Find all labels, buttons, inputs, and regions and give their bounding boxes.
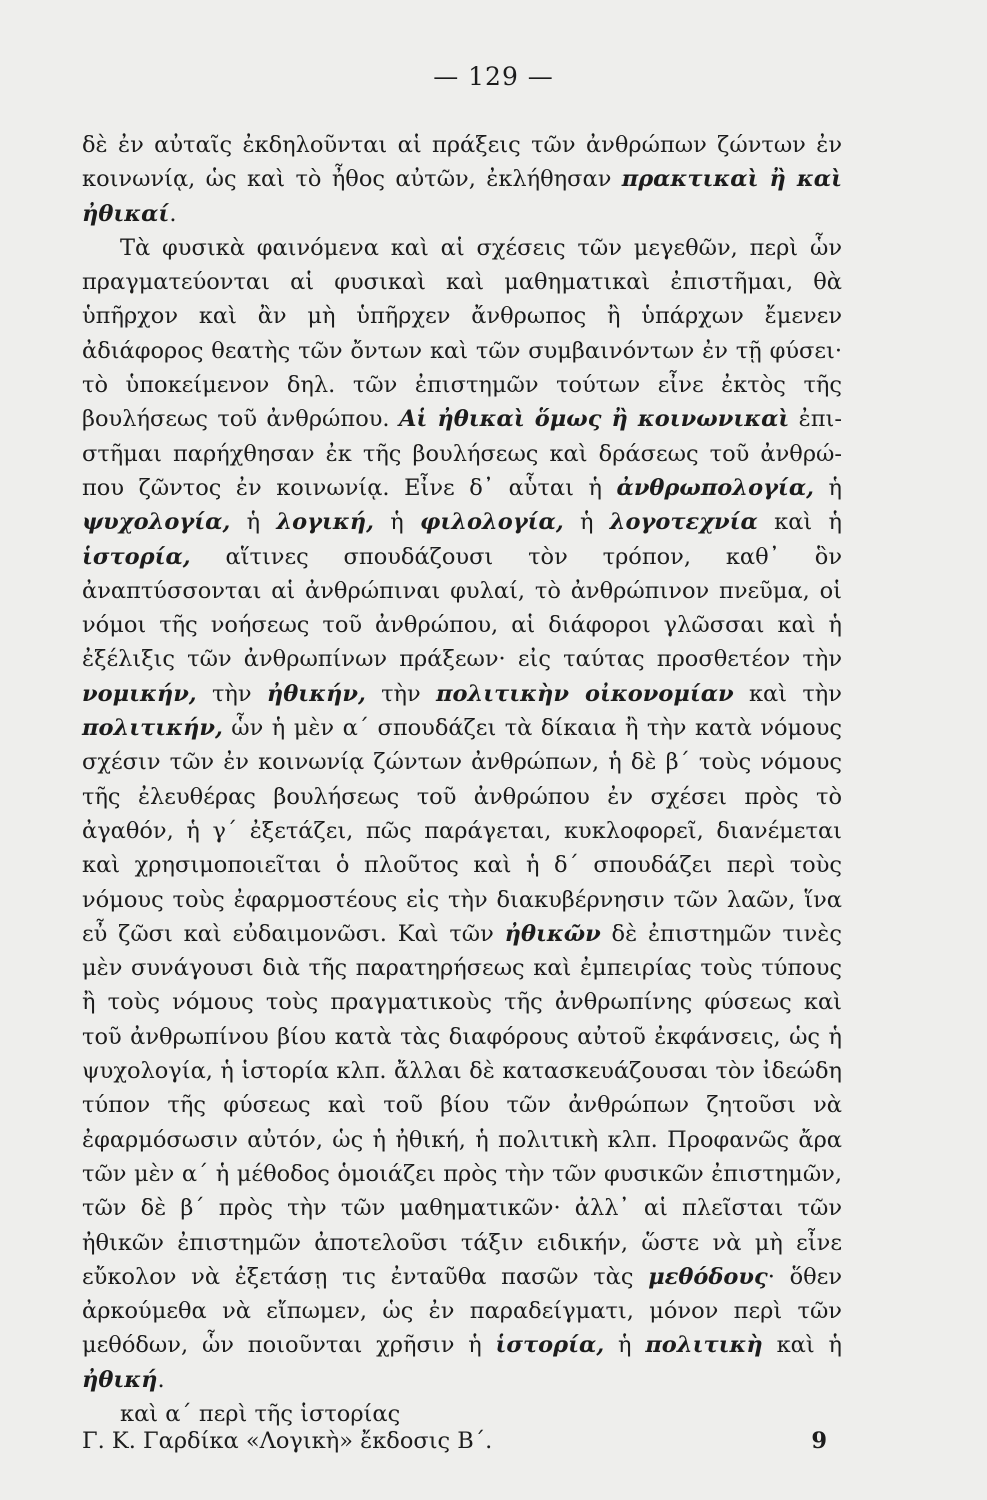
- text-run: καὶ ἡ: [757, 509, 842, 536]
- body-text: [82, 128, 842, 1431]
- emphasis: ἱστορία,: [495, 1332, 605, 1359]
- emphasis: λογοτεχνία: [609, 509, 758, 536]
- text-run: ἡ: [813, 474, 843, 501]
- paragraph-2: [82, 231, 842, 1397]
- printer-signature: Γ. Κ. Γαρδίκα «Λογικὴ» ἔκδοσις Β΄.: [82, 1428, 493, 1454]
- text-run: ἡ: [230, 509, 277, 536]
- emphasis: ἠθική: [82, 1366, 158, 1393]
- text-run: · ὅθεν ἀρκούμεθα νὰ εἴπωμεν, ὡς ἐν παραδείγματι, μόνον περὶ τῶν μεθόδων, ὧν ποιοῦνται χρῆσιν ἡ: [82, 1263, 842, 1359]
- emphasis: ψυχολογία,: [82, 509, 231, 536]
- text-run: τὴν: [196, 680, 267, 707]
- emphasis: μεθόδους: [648, 1263, 768, 1290]
- emphasis: πρακτικαὶ ἢ καὶ ἠθικαί: [82, 166, 842, 227]
- emphasis: Αἱ ἠθικαὶ ὅμως ἢ κοινωνικαὶ: [398, 406, 790, 433]
- text-run: ἡ: [604, 1332, 646, 1359]
- text-run: ὧν ἡ μὲν α΄ σπουδάζει τὰ δίκαια ἢ τὴν κατὰ νόμους σχέσιν τῶν ἐν κοινωνίᾳ ζώντων ἀνθρώπων, ἡ δὲ β΄ τοὺς νόμους τῆς ἐλευθέρας βουλήσεως τοῦ ἀνθρώπου ἐν σχέσει πρὸς τὸ ἀγαθόν, ἡ γ΄ ἐξετάζει, πῶς παράγεται, κυκλοφορεῖ, διανέμεται καὶ χρησιμοποιεῖται ὁ πλοῦτος καὶ ἡ δ΄ σπουδάζει περὶ τοὺς νόμους τοὺς ἐφαρμοστέους εἰς τὴν διακυβέρνησιν τῶν λαῶν, ἵνα εὖ ζῶσι καὶ εὐδαιμονῶσι. Καὶ τῶν: [82, 715, 842, 947]
- emphasis: ἱστορία,: [82, 543, 191, 570]
- page-number: — 129 —: [433, 62, 554, 91]
- text-run: ἐπιστῆμαι παρήχθησαν ἐκ τῆς βουλήσεως καὶ δράσεως τοῦ ἀνθρώπου ζῶντος ἐν κοινωνίᾳ. Εἶνε δ᾽ αὗται ἡ: [82, 406, 842, 501]
- emphasis: νομικήν,: [82, 680, 197, 707]
- text-run: δὲ ἐπιστημῶν τινὲς μὲν συνάγουσι διὰ τῆς παρατηρήσεως καὶ ἐμπειρίας τοὺς τύπους ἢ τοὺς νόμους τοὺς πραγματικοὺς τῆς ἀνθρωπίνης φύσεως καὶ τοῦ ἀνθρωπίνου βίου κατὰ τὰς διαφόρους αὐτοῦ ἐκφάνσεις, ὡς ἡ ψυχολογία, ἡ ἱστορία κλπ. ἄλλαι δὲ κατασκευάζουσαι τὸν ἰδεώδη τύπον τῆς φύσεως καὶ τοῦ βίου τῶν ἀνθρώπων ζητοῦσι νὰ ἐφαρμόσωσιν αὐτόν, ὡς ἡ ἠθική, ἡ πολιτικὴ κλπ. Προφανῶς ἄρα τῶν μὲν α΄ ἡ μέθοδος ὁμοιάζει πρὸς τὴν τῶν φυσικῶν ἐπιστημῶν, τῶν δὲ β΄ πρὸς τὴν τῶν μαθηματικῶν· ἀλλ᾽ αἱ πλεῖσται τῶν ἠθικῶν ἐπιστημῶν ἀποτελοῦσι τάξιν ειδικήν, ὥστε νὰ μὴ εἶνε εὔκολον νὰ ἐξετάσῃ τις ἐνταῦθα πασῶν τὰς: [82, 920, 842, 1290]
- emphasis: φιλολογία,: [420, 509, 564, 536]
- text-run: καὶ ἡ: [762, 1332, 842, 1359]
- emphasis: ἠθικῶν: [504, 920, 601, 947]
- paragraph-1: [82, 128, 842, 231]
- emphasis: πολιτικὴν οἰκονομίαν: [436, 680, 734, 707]
- text-run: αἵτινες σπουδάζουσι τὸν τρόπον, καθ᾽ ὃν ἀναπτύσσονται αἱ ἀνθρώπιναι φυλαί, τὸ ἀνθρώπινον πνεῦμα, οἱ νόμοι τῆς νοήσεως τοῦ ἀνθρώπου, αἱ διάφοροι γλῶσσαι καὶ ἡ ἐξέλιξις τῶν ἀνθρωπίνων πράξεων· εἰς ταύτας προσθετέον τὴν: [82, 543, 842, 673]
- emphasis: λογική,: [276, 509, 374, 536]
- text-run: Τὰ φυσικὰ φαινόμενα καὶ αἱ σχέσεις τῶν μεγεθῶν, περὶ ὧν πραγματεύονται αἱ φυσικαὶ καὶ μαθηματικαὶ ἐπιστῆμαι, θὰ ὑπῆρχον καὶ ἂν μὴ ὑπῆρχεν ἄνθρωπος ἢ ὑπάρχων ἔμενεν ἀδιάφορος θεατὴς τῶν ὄντων καὶ τῶν συμβαινόντων ἐν τῇ φύσει· τὸ ὑποκείμενον δηλ. τῶν ἐπιστημῶν τούτων εἶνε ἐκτὸς τῆς βουλήσεως τοῦ ἀνθρώπου.: [82, 234, 842, 433]
- footer: [82, 1428, 827, 1454]
- text-run: .: [157, 1366, 165, 1393]
- sheet-number: 9: [811, 1428, 827, 1454]
- text-run: ἡ: [563, 509, 610, 536]
- text-run: ἡ: [373, 509, 420, 536]
- emphasis: ἠθικήν,: [266, 680, 366, 707]
- text-run: δὲ ἐν αὐταῖς ἐκδηλοῦνται αἱ πράξεις τῶν ἀνθρώπων ζώντων ἐν κοινωνίᾳ, ὡς καὶ τὸ ἦθος αὐτῶν, ἐκλήθησαν: [82, 132, 842, 193]
- emphasis: πολιτικὴ: [645, 1332, 763, 1359]
- paragraph-3: καὶ α΄ περὶ τῆς ἱστορίας: [120, 1400, 401, 1427]
- emphasis: πολιτικήν,: [82, 715, 223, 742]
- text-run: τὴν: [365, 680, 437, 707]
- emphasis: ἀνθρωπολογία,: [616, 474, 814, 501]
- text-run: καὶ τὴν: [733, 680, 842, 707]
- text-run: .: [169, 200, 177, 227]
